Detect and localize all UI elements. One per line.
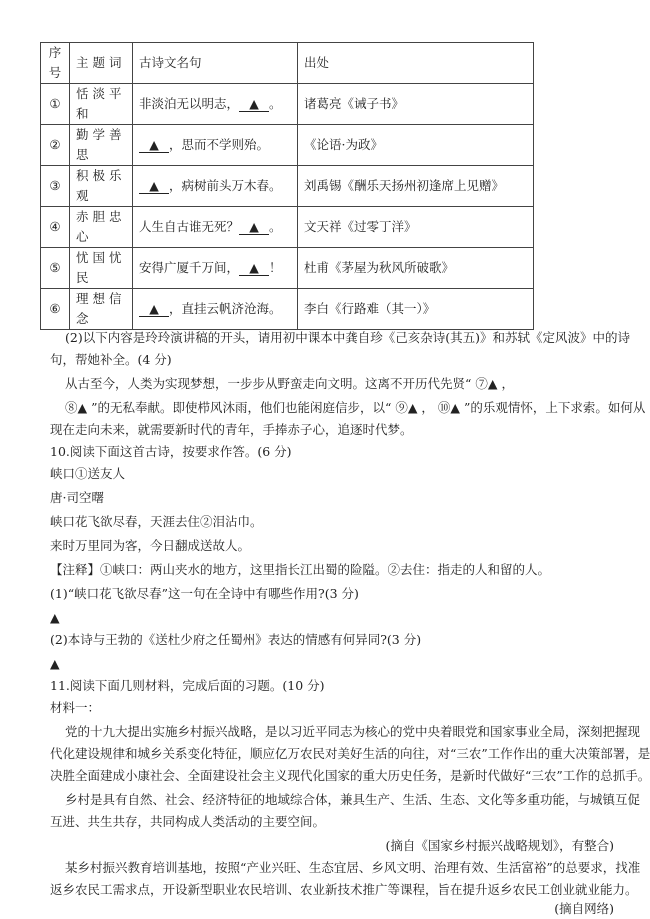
header-quote: 古诗文名句	[133, 43, 298, 84]
q10-title: 10.阅读下面这首古诗，按要求作答。(6 分)	[50, 444, 292, 459]
row-quote	[133, 84, 298, 125]
q9-2-line5: 现在走向未来，就需要新时代的青年，手捧赤子心，追逐时代梦。	[50, 422, 413, 437]
q9-2-line4: ⑧▲ ”的无私奉献。即使栉风沐雨，他们也能闲庭信步，以“ ⑨▲ ， ⑩▲ ”的乐观情怀，上下求索。如何从	[65, 400, 646, 415]
answer-blank[interactable]: ▲	[239, 97, 269, 112]
q10-question1: (1)“峡口花飞欲尽春”这一句在全诗中有哪些作用?(3 分)	[50, 586, 359, 601]
q11-m2-line1: 某乡村振兴教育培训基地，按照“产业兴旺、生态宜居、乡风文明、治理有效、生活富裕”的总要求，找准	[65, 860, 641, 875]
q11-m2-line2: 返乡农民工需求点，开设新型职业农民培训、农业新技术推广等课程，旨在提升返乡农民工创业就业能力。	[50, 882, 638, 897]
row-theme: 赤胆忠心	[70, 207, 133, 248]
row-quote	[133, 125, 298, 166]
row-quote	[133, 207, 298, 248]
row-no: ③	[41, 166, 70, 207]
q11-m2-source: (摘自网络)	[554, 901, 614, 916]
row-source: 诸葛亮《诫子书》	[298, 84, 534, 125]
row-source: 文天祥《过零丁洋》	[298, 207, 534, 248]
answer-blank[interactable]: ▲	[139, 302, 169, 317]
table-row	[41, 125, 534, 166]
q11-material1-label: 材料一：	[50, 700, 101, 715]
row-source: 杜甫《茅屋为秋风所破歌》	[298, 248, 534, 289]
row-no: ④	[41, 207, 70, 248]
row-theme: 恬淡平和	[70, 84, 133, 125]
header-source: 出处	[298, 43, 534, 84]
q10-poem-line1: 峡口花飞欲尽春，天涯去住②泪沾巾。	[50, 514, 263, 529]
row-quote	[133, 166, 298, 207]
row-no: ②	[41, 125, 70, 166]
table-row	[41, 84, 534, 125]
row-theme: 理想信念	[70, 289, 133, 330]
q9-2-line3: 从古至今，人类为实现梦想，一步步从野蛮走向文明。这离不开历代先贤“ ⑦▲ ，	[65, 376, 514, 391]
row-theme: 勤学善思	[70, 125, 133, 166]
q11-m1-p1-line3: 决胜全面建成小康社会、全面建设社会主义现代化国家的重大历史任务，是新时代做好“三农”工作的总抓手。	[50, 768, 650, 783]
table-row	[41, 166, 534, 207]
row-theme: 忧国忧民	[70, 248, 133, 289]
q10-answer1[interactable]: ▲	[50, 610, 60, 625]
q10-question2: (2)本诗与王勃的《送杜少府之任蜀州》表达的情感有何异同?(3 分)	[50, 632, 422, 647]
q11-m1-p2-line2: 互进、共生共存，共同构成人类活动的主要空间。	[50, 814, 326, 829]
row-no: ⑥	[41, 289, 70, 330]
table-row	[41, 207, 534, 248]
answer-blank[interactable]: ▲	[139, 179, 169, 194]
row-source: 李白《行路难（其一）》	[298, 289, 534, 330]
answer-blank[interactable]: ▲	[239, 220, 269, 235]
table-header-row	[41, 43, 534, 84]
header-theme: 主题词	[70, 43, 133, 84]
q11-m1-p1-line1: 党的十九大提出实施乡村振兴战略，是以习近平同志为核心的党中央着眼党和国家事业全局，深刻把握现	[65, 724, 641, 739]
quote-post: ！	[269, 260, 282, 275]
poem-table	[40, 42, 534, 330]
table-row	[41, 248, 534, 289]
row-source: 刘禹锡《酬乐天扬州初逢席上见赠》	[298, 166, 534, 207]
answer-blank[interactable]: ▲	[239, 261, 269, 276]
q10-poem-title: 峡口①送友人	[50, 466, 126, 481]
q10-author: 唐·司空曙	[50, 490, 104, 505]
header-no: 序号	[41, 43, 70, 84]
row-quote	[133, 289, 298, 330]
quote-pre: 安得广厦千万间，	[139, 260, 240, 275]
q9-2-line1: (2)以下内容是玲玲演讲稿的开头，请用初中课本中龚自珍《己亥杂诗(其五)》和苏轼《定风波》中的诗	[65, 330, 630, 345]
quote-pre: 非淡泊无以明志，	[139, 96, 240, 111]
q10-poem-line2: 来时万里同为客，今日翻成送故人。	[50, 538, 251, 553]
quote-post: ，思而不学则殆。	[169, 137, 270, 152]
quote-post: ，病树前头万木春。	[169, 178, 282, 193]
row-source: 《论语·为政》	[298, 125, 534, 166]
quote-post: ，直挂云帆济沧海。	[169, 301, 282, 316]
row-quote	[133, 248, 298, 289]
answer-blank[interactable]: ▲	[139, 138, 169, 153]
q11-m1-source: (摘自《国家乡村振兴战略规划》，有整合)	[385, 838, 614, 853]
row-no: ⑤	[41, 248, 70, 289]
q10-note: 【注释】①峡口：两山夹水的地方，这里指长江出蜀的险隘。②去住：指走的人和留的人。	[50, 562, 551, 577]
table-row	[41, 289, 534, 330]
quote-post: 。	[269, 219, 282, 234]
quote-post: 。	[269, 96, 282, 111]
q11-m1-p2-line1: 乡村是具有自然、社会、经济特征的地域综合体，兼具生产、生活、生态、文化等多重功能，与城镇互促	[65, 792, 641, 807]
q10-answer2[interactable]: ▲	[50, 656, 60, 671]
row-no: ①	[41, 84, 70, 125]
q11-m1-p1-line2: 代化建设规律和城乡关系变化特征，顺应亿万农民对美好生活的向往，对“三农”工作作出的重大决策部署，是	[50, 746, 650, 761]
q9-2-line2: 句，帮她补全。(4 分)	[50, 352, 172, 367]
row-theme: 积极乐观	[70, 166, 133, 207]
quote-pre: 人生自古谁无死？	[139, 219, 240, 234]
q11-title: 11.阅读下面几则材料，完成后面的习题。(10 分)	[50, 678, 325, 693]
